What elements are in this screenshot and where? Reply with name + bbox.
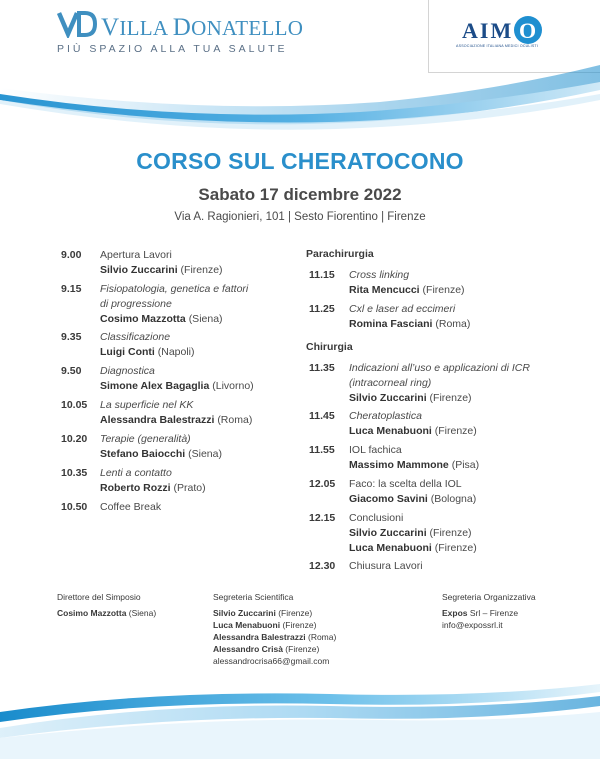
section-parachirurgia: Parachirurgia: [306, 248, 374, 260]
schedule-item: [349, 477, 476, 507]
schedule-item: [349, 409, 477, 439]
schedule-item: [100, 364, 254, 394]
schedule-time: 9.50: [61, 365, 82, 377]
schedule-speaker: Silvio Zuccarini (Firenze): [349, 392, 472, 404]
schedule-time: 11.55: [309, 444, 335, 456]
schedule-time: 9.35: [61, 331, 82, 343]
schedule-topic-cont: di progressione: [100, 298, 172, 310]
schedule-time: 9.15: [61, 283, 82, 295]
footer-scientific-heading: Segreteria Scientifica: [213, 592, 294, 602]
schedule-topic: Classificazione: [100, 331, 171, 343]
schedule-topic: Diagnostica: [100, 365, 155, 377]
villa-donatello-monogram-icon: [57, 10, 97, 38]
schedule-speaker: Luigi Conti (Napoli): [100, 346, 195, 358]
footer-organizational: [442, 591, 536, 631]
schedule-item: [349, 361, 530, 406]
schedule-item: [349, 559, 423, 574]
bottom-wave-decoration: [0, 672, 600, 759]
aimo-logo-o: O: [519, 18, 537, 43]
schedule-topic: Terapie (generalità): [100, 433, 191, 445]
schedule-time: 12.30: [309, 560, 336, 572]
schedule-speaker: Luca Menabuoni (Firenze): [349, 425, 477, 437]
schedule-item: [100, 282, 248, 327]
schedule-speaker: Luca Menabuoni (Firenze): [349, 542, 477, 554]
schedule-speaker: Giacomo Savini (Bologna): [349, 493, 477, 505]
schedule-item: [100, 398, 252, 428]
schedule-item: [349, 268, 465, 298]
schedule-speaker: Massimo Mammone (Pisa): [349, 459, 480, 471]
section-chirurgia: Chirurgia: [306, 341, 353, 353]
schedule-speaker: Simone Alex Bagaglia (Livorno): [100, 380, 254, 392]
schedule-item: [100, 466, 206, 496]
footer-director: [57, 591, 156, 619]
schedule-speaker: Roberto Rozzi (Prato): [100, 482, 206, 494]
schedule-topic: Cheratoplastica: [349, 410, 422, 422]
schedule-speaker: Alessandra Balestrazzi (Roma): [100, 414, 253, 426]
footer-organizational-heading: Segreteria Organizzativa: [442, 592, 536, 602]
schedule-item: [100, 500, 161, 515]
schedule-time: 10.35: [61, 467, 88, 479]
schedule-item: [349, 302, 470, 332]
schedule-topic: Indicazioni all’uso e applicazioni di ICR: [349, 362, 530, 374]
schedule-time: 10.05: [61, 399, 88, 411]
schedule-speaker: Silvio Zuccarini (Firenze): [100, 264, 223, 276]
schedule-topic: IOL fachica: [349, 444, 402, 456]
schedule-topic: Coffee Break: [100, 501, 162, 513]
schedule-time: 10.50: [61, 501, 88, 513]
schedule-item: [349, 511, 477, 556]
schedule-time: 9.00: [61, 249, 82, 261]
footer-scientific-line: Silvio Zuccarini (Firenze): [213, 608, 313, 618]
schedule-topic: La superficie nel KK: [100, 399, 194, 411]
schedule-time: 12.05: [309, 478, 336, 490]
footer-organizational-email[interactable]: info@expossrl.it: [442, 620, 503, 630]
aimo-logo-letters: AIM: [462, 18, 514, 43]
schedule-time: 10.20: [61, 433, 88, 445]
schedule-topic: Cxl e laser ad eccimeri: [349, 303, 456, 315]
aimo-subtitle: ASSOCIAZIONE ITALIANA MEDICI OCULISTI: [456, 44, 539, 48]
schedule-item: [100, 432, 222, 462]
footer-scientific-line: Luca Menabuoni (Firenze): [213, 620, 317, 630]
schedule-speaker: Silvio Zuccarini (Firenze): [349, 527, 472, 539]
top-wave-decoration: [0, 60, 600, 140]
schedule-topic: Apertura Lavori: [100, 249, 172, 261]
schedule-speaker: Stefano Baiocchi (Siena): [100, 448, 222, 460]
schedule-topic: Chiusura Lavori: [349, 560, 423, 572]
footer-scientific-line: Alessandro Crisà (Firenze): [213, 644, 320, 654]
event-title: CORSO SUL CHERATOCONO: [136, 148, 464, 174]
schedule-item: [100, 248, 223, 278]
footer-director-line: Cosimo Mazzotta (Siena): [57, 608, 157, 618]
brand-tagline: PIÙ SPAZIO ALLA TUA SALUTE: [57, 43, 288, 55]
schedule-time: 12.15: [309, 512, 336, 524]
footer-scientific-email[interactable]: alessandrocrisa66@gmail.com: [213, 656, 330, 666]
schedule-time: 11.25: [309, 303, 335, 315]
schedule-topic: Conclusioni: [349, 512, 404, 524]
footer-organizational-company: Expos Srl – Firenze: [442, 608, 519, 618]
schedule-speaker: Rita Mencucci (Firenze): [349, 284, 465, 296]
schedule-time: 11.35: [309, 362, 335, 374]
schedule-topic: Cross linking: [349, 269, 410, 281]
event-address: Via A. Ragionieri, 101 | Sesto Fiorentino | Firenze: [174, 211, 426, 223]
footer-scientific: [213, 591, 336, 667]
schedule-item: [349, 443, 479, 473]
schedule-time: 11.15: [309, 269, 335, 281]
schedule-topic: Faco: la scelta della IOL: [349, 478, 462, 490]
schedule-item: [100, 330, 195, 360]
event-date: Sabato 17 dicembre 2022: [198, 185, 402, 204]
schedule-speaker: Romina Fasciani (Roma): [349, 318, 471, 330]
schedule-topic: Fisiopatologia, genetica e fattori: [100, 283, 249, 295]
brand-name: VILLA DONATELLO: [101, 14, 304, 41]
footer-director-heading: Direttore del Simposio: [57, 592, 141, 602]
schedule-time: 11.45: [309, 410, 335, 422]
footer-scientific-line: Alessandra Balestrazzi (Roma): [213, 632, 337, 642]
schedule-topic: Lenti a contatto: [100, 467, 172, 479]
schedule-topic-cont: (intracorneal ring): [349, 377, 432, 389]
schedule-speaker: Cosimo Mazzotta (Siena): [100, 313, 223, 325]
